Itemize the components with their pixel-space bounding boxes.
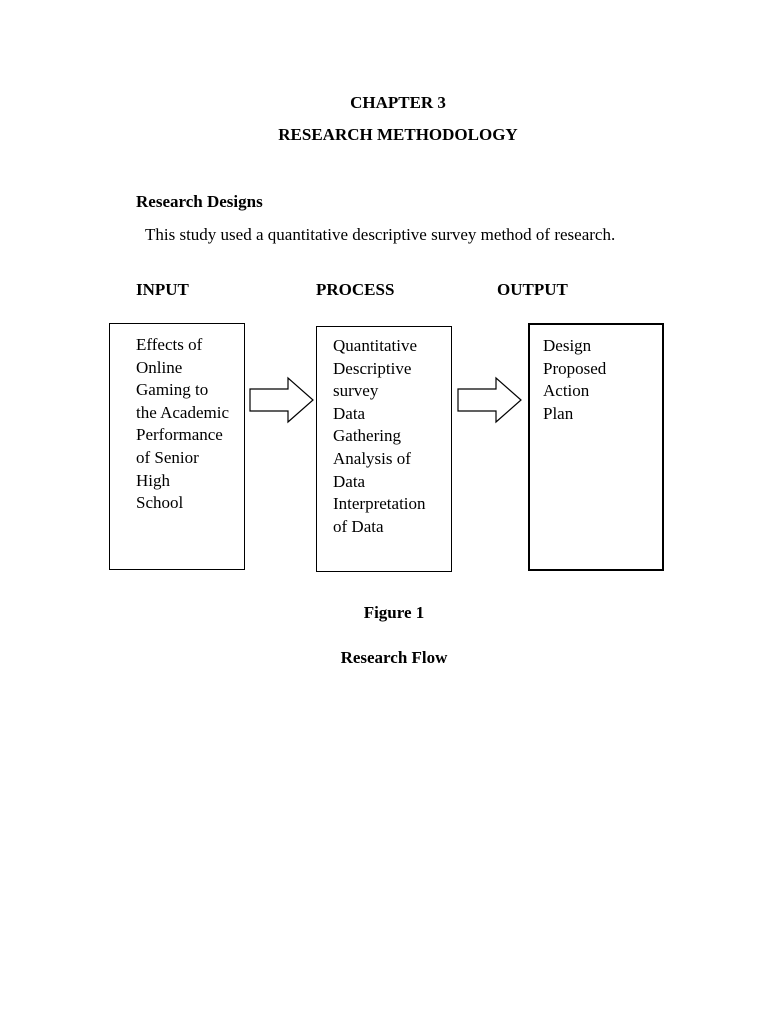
chapter-title: RESEARCH METHODOLOGY [278,125,518,144]
input-box-text [136,334,229,515]
output-box [528,323,664,571]
output-line: Action [543,381,590,401]
section-heading: Research Designs [136,192,263,211]
output-box-text [543,335,606,425]
figure-label: Figure 1 [363,603,425,622]
chapter-heading: CHAPTER 3 [350,93,446,112]
output-column-label: OUTPUT [497,280,568,299]
process-line: of Data [333,516,384,536]
input-box [109,323,245,570]
process-line: survey [333,381,379,401]
input-line: of Senior [136,447,199,467]
process-box-text [333,335,426,538]
input-line: Online [136,357,183,377]
process-box [316,326,452,572]
process-line: Data [333,471,366,491]
input-column-label: INPUT [136,280,189,299]
process-line: Gathering [333,426,401,446]
figure-caption: Research Flow [340,648,448,667]
input-line: the Academic [136,402,229,422]
input-line: School [136,493,184,513]
input-line: Effects of [136,335,203,354]
process-line: Quantitative [333,336,418,355]
right-arrow-icon [456,376,524,424]
process-line: Data [333,403,366,423]
input-line: High [136,470,170,490]
process-line: Descriptive [333,358,412,378]
process-column-label: PROCESS [316,280,395,299]
intro-paragraph: This study used a quantitative descriptive survey method of research. [145,225,616,244]
output-line: Plan [543,403,574,423]
process-line: Analysis of [333,448,411,468]
process-line: Interpretation [333,494,426,514]
right-arrow-icon [248,376,316,424]
output-line: Proposed [543,358,607,378]
input-line: Performance [136,425,223,445]
output-line: Design [543,336,592,355]
input-line: Gaming to [136,380,209,400]
